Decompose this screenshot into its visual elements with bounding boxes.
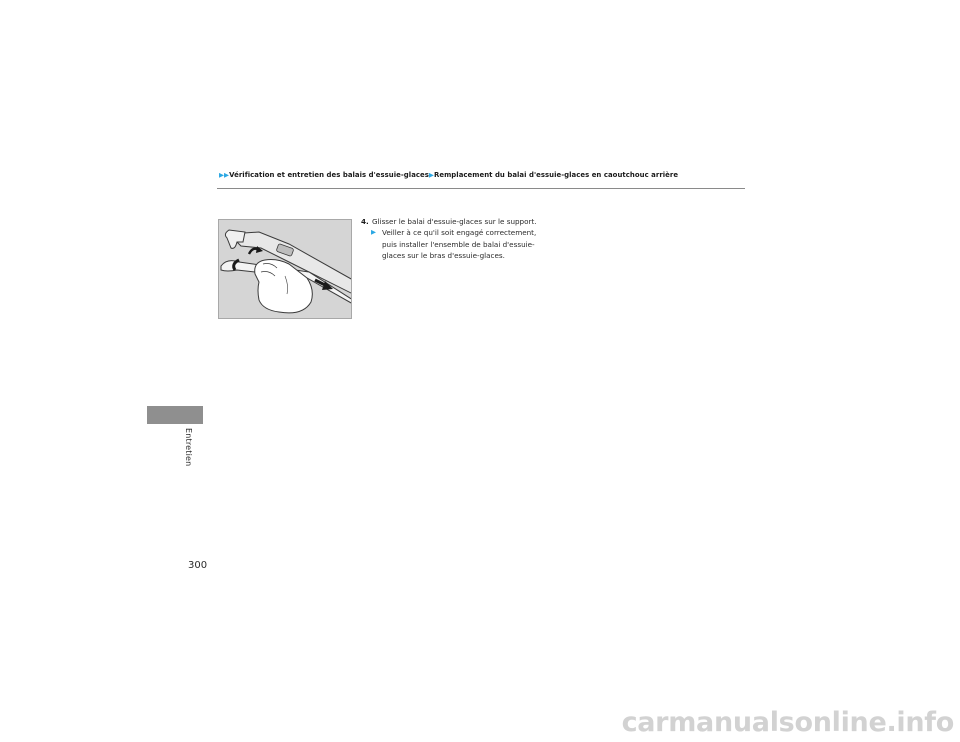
wiper-blade-illustration [218, 219, 352, 319]
header-divider [217, 188, 745, 189]
subnote-line: puis installer l'ensemble de balai d'essuie- [382, 239, 535, 249]
breadcrumb-arrow-icon: ▶▶ [219, 171, 230, 179]
page-number: 300 [188, 560, 208, 571]
section-label: Entretien [184, 428, 193, 467]
instruction-step [361, 216, 551, 261]
breadcrumb-current: Remplacement du balai d'essuie-glaces en caoutchouc arrière [433, 171, 679, 179]
breadcrumb [219, 171, 678, 179]
triangle-right-icon: ▶ [371, 228, 376, 237]
step-number: 4. [361, 217, 369, 226]
breadcrumb-parent: Vérification et entretien des balais d'essuie-glaces [229, 171, 429, 179]
step-subnote [361, 227, 551, 261]
subnote-line: glaces sur le bras d'essuie-glaces. [382, 250, 505, 260]
breadcrumb-arrow-icon: ▶ [428, 171, 434, 179]
watermark: carmanualsonline.info [621, 707, 954, 738]
step-main-line [361, 216, 551, 227]
step-text: Glisser le balai d'essuie-glaces sur le support. [372, 217, 537, 226]
section-tab[interactable] [147, 406, 203, 424]
subnote-line: Veiller à ce qu'il soit engagé correctement, [382, 228, 537, 238]
